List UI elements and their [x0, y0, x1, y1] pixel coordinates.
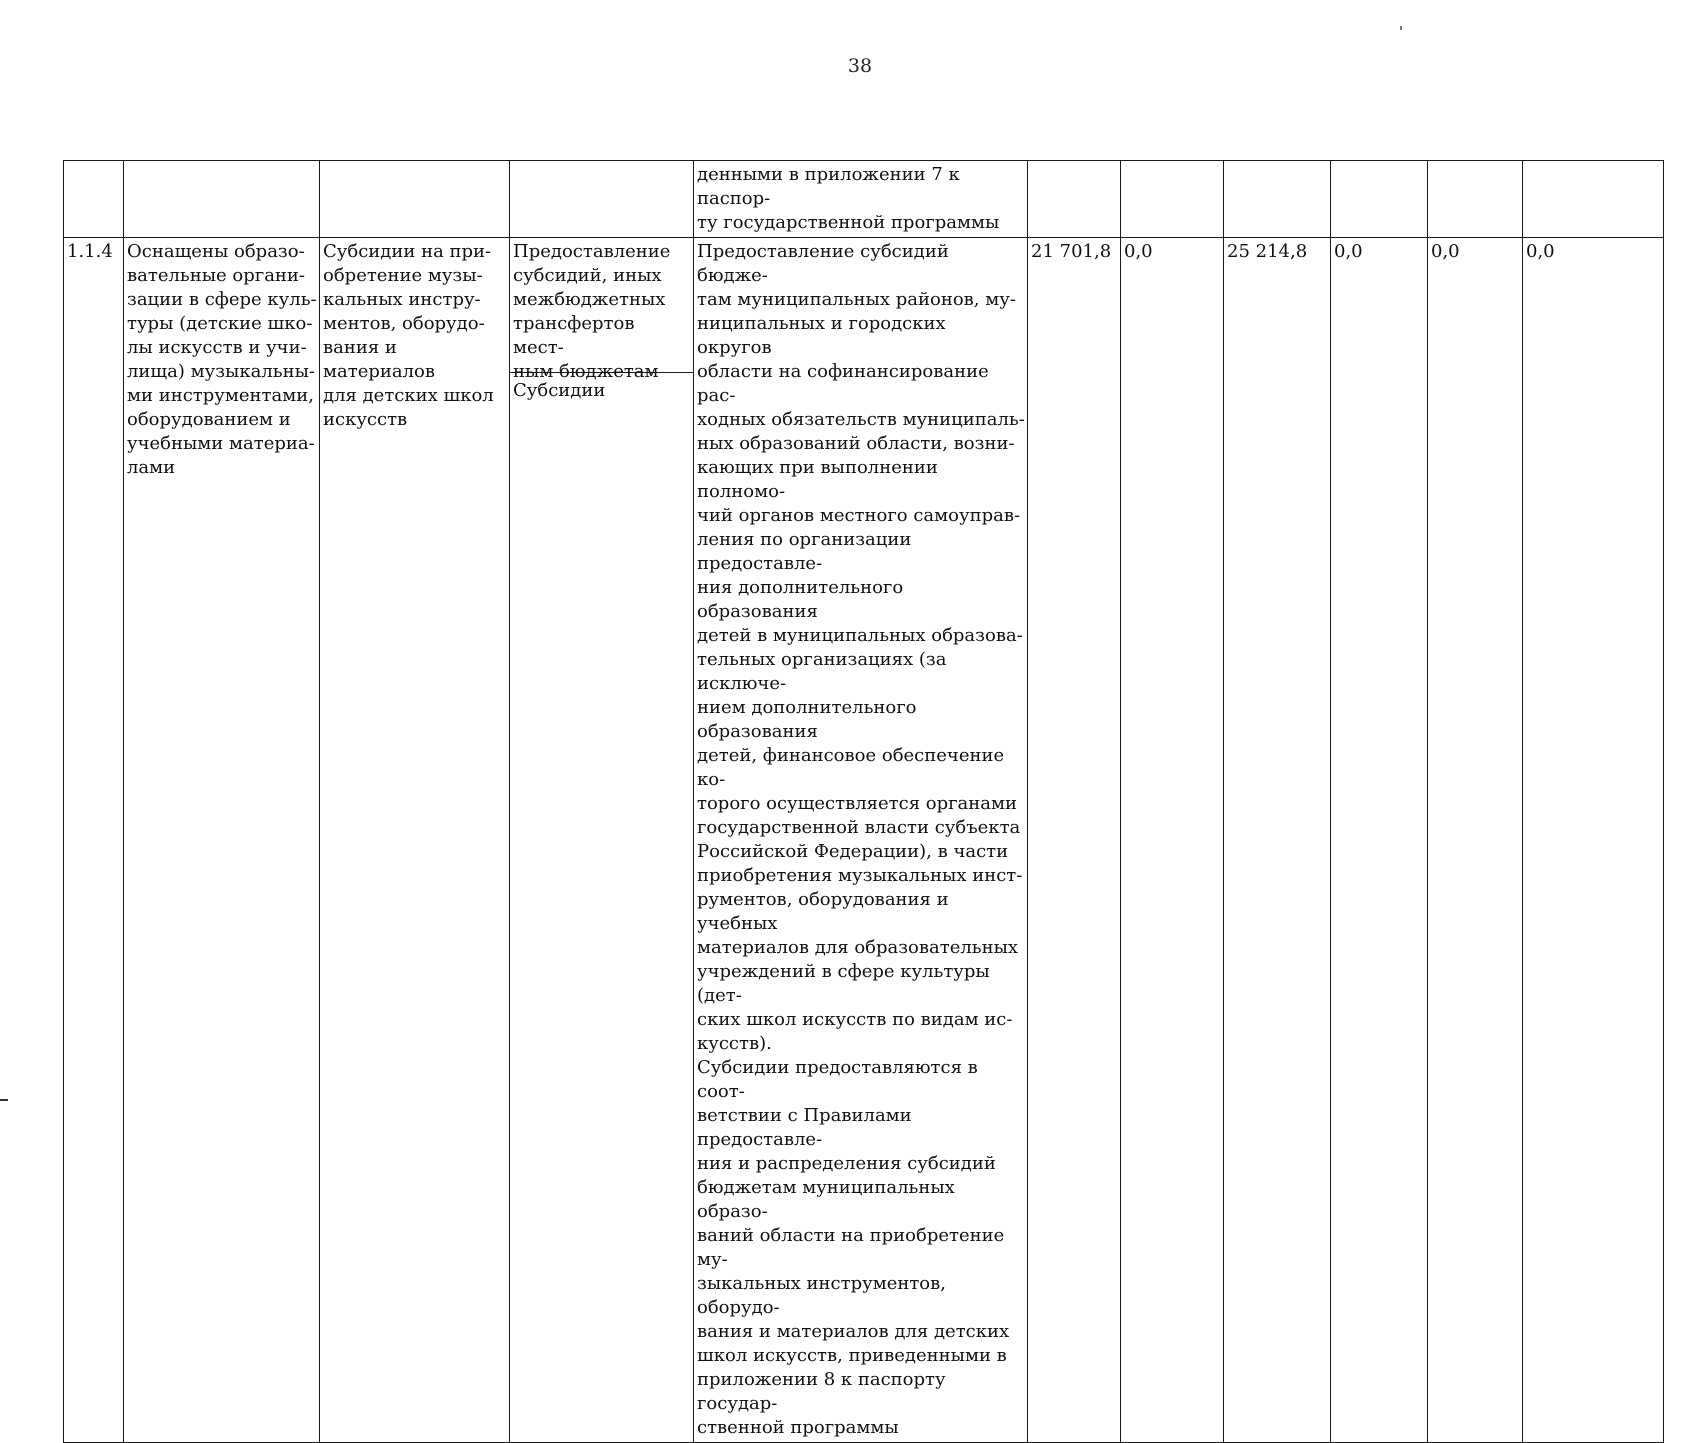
- value-cell: 0,0: [1428, 238, 1523, 1443]
- value-cell: 0,0: [1331, 238, 1428, 1443]
- cell-empty: [1331, 161, 1428, 238]
- cell-empty: [64, 161, 124, 238]
- scan-mark: [1400, 26, 1402, 30]
- mechanism-type: Предоставление субсидий, иных межбюджетных трансфертов мест- ным бюджетам: [510, 238, 693, 373]
- value-cell: 21 701,8: [1028, 238, 1121, 1443]
- cell-empty: [510, 161, 694, 238]
- row-number: 1.1.4: [64, 238, 124, 1443]
- cell-empty: [1028, 161, 1121, 238]
- continuation-row: [64, 161, 1664, 238]
- continuation-description: денными в приложении 7 к паспор- ту государственной программы: [694, 161, 1028, 238]
- measure-description: Предоставление субсидий бюдже- там муниципальных районов, му- ниципальных и городских округов области на софинансирование рас- ходных обязательств муниципаль- ных образований области, возни- кающих при выполнении полномо- чий органов местного самоуправ- ления по организации предоставле- ния дополнительного образования детей в муниципальных образова- тельных организациях (за исключе- нием дополнительного образования детей, финансовое обеспечение ко- торого осуществляется органами государственной власти субъекта Российской Федерации), в части приобретения музыкальных инст- рументов, оборудования и учебных материалов для образовательных учреждений в сфере культуры (дет- ских школ искусств по видам ис- кусств). Субсидии предоставляются в соот- ветствии с Правилами предоставле- ния и распределения субсидий бюджетам муниципальных образо- ваний области на приобретение му- зыкальных инструментов, оборудо- вания и материалов для детских школ искусств, приведенными в приложении 8 к паспорту государ- ственной программы: [694, 238, 1028, 1443]
- value-cell: 0,0: [1121, 238, 1224, 1443]
- cell-empty: [124, 161, 320, 238]
- mechanism-subtype: Субсидии: [513, 380, 606, 401]
- value-cell: 0,0: [1523, 238, 1664, 1443]
- cell-empty: [1224, 161, 1331, 238]
- cell-empty: [1121, 161, 1224, 238]
- table-row: [64, 238, 1664, 1443]
- cell-empty: [320, 161, 510, 238]
- mechanism-cell: [510, 238, 694, 1443]
- cell-empty: [1428, 161, 1523, 238]
- margin-mark: [0, 1099, 8, 1101]
- cell-empty: [1523, 161, 1664, 238]
- value-cell: 25 214,8: [1224, 238, 1331, 1443]
- budget-table: [63, 160, 1664, 1443]
- measure-name: Субсидии на при- обретение музы- кальных инстру- ментов, оборудо- вания и материалов для детских школ искусств: [320, 238, 510, 1443]
- page-number: 38: [847, 55, 873, 77]
- expected-result: Оснащены образо- вательные органи- зации в сфере куль- туры (детские шко- лы искусств и учи- лища) музыкальны- ми инструментами, оборудованием и учебными материа- лами: [124, 238, 320, 1443]
